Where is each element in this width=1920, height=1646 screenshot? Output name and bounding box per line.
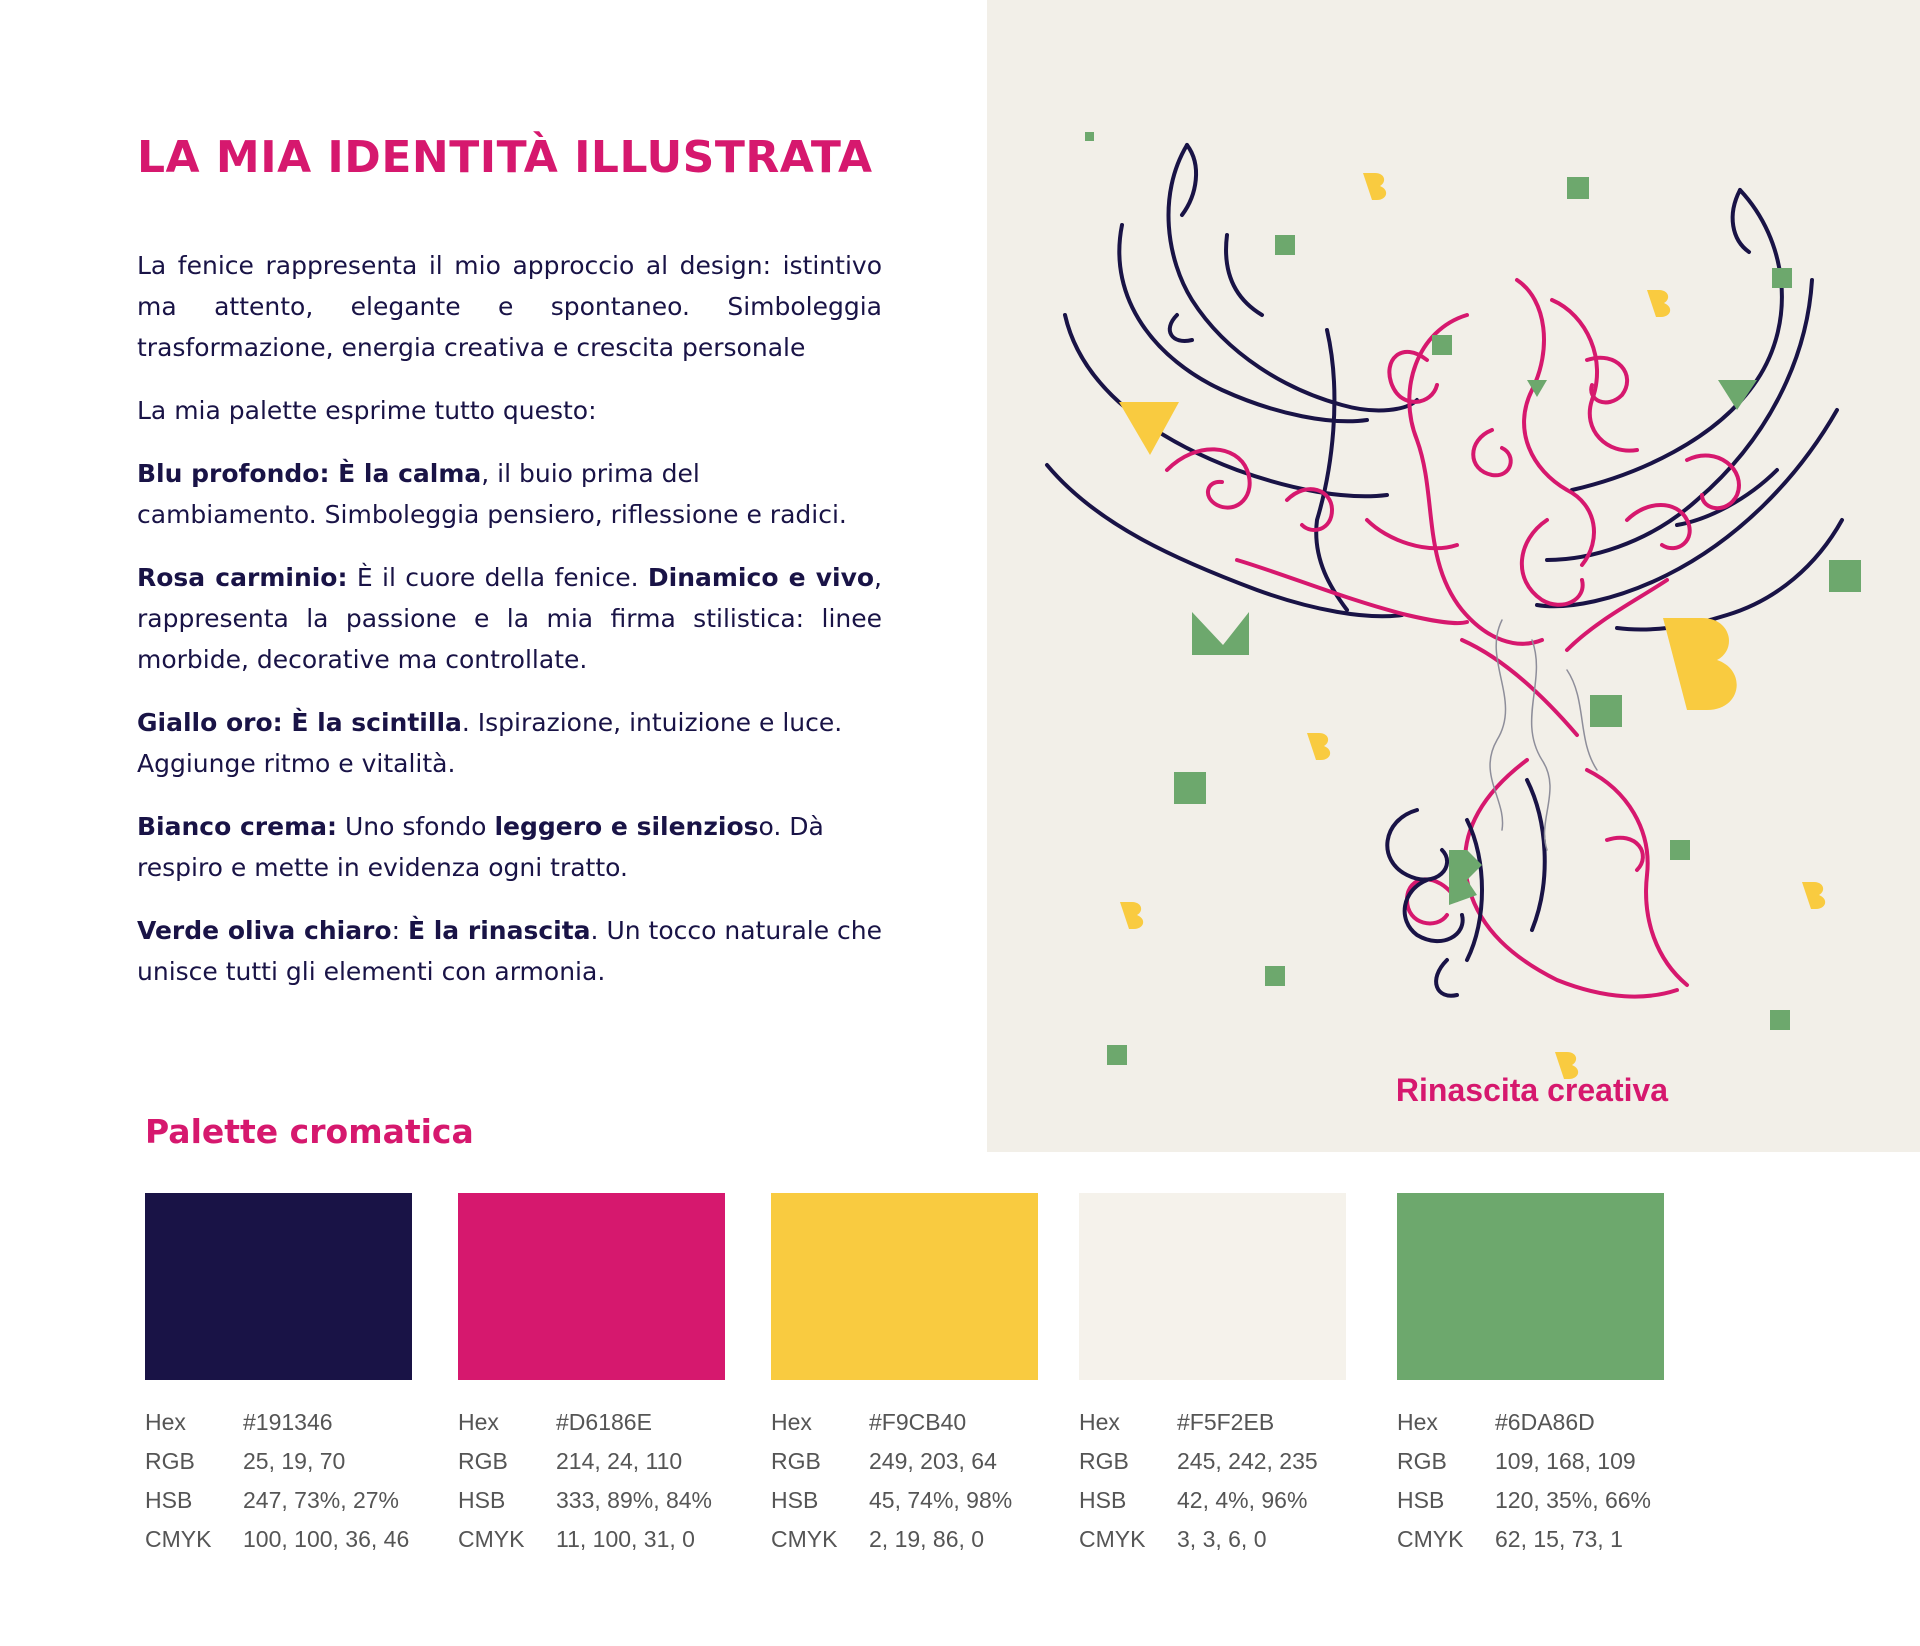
- swatch-value-rgb: 25, 19, 70: [243, 1448, 346, 1474]
- swatch-row-hex: [1079, 1403, 1349, 1442]
- swatch-row-hex: [771, 1403, 1041, 1442]
- swatch-info: [458, 1403, 728, 1559]
- confetti-square: [1829, 560, 1861, 592]
- swatch-row-cmyk: [771, 1520, 1041, 1559]
- swatch-value-hex: #F9CB40: [869, 1409, 967, 1435]
- swatch-info: [771, 1403, 1041, 1559]
- confetti-square: [1772, 268, 1792, 288]
- confetti-square: [1085, 132, 1094, 141]
- swatch-label-hex: Hex: [771, 1409, 812, 1435]
- swatch-label-rgb: RGB: [1397, 1448, 1447, 1474]
- confetti-b-shape: [1647, 290, 1670, 317]
- color-desc-rosa-text: È il cuore della fenice.: [347, 563, 648, 592]
- swatch-row-rgb: [458, 1442, 728, 1481]
- swatch-label-hex: Hex: [145, 1409, 186, 1435]
- color-desc-verde-text2: . Un tocco naturale che unisce tutti gli elementi con armonia.: [137, 916, 883, 986]
- swatch-value-cmyk: 11, 100, 31, 0: [556, 1526, 695, 1552]
- confetti-b-shape: [1363, 173, 1386, 200]
- intro-palette-lead: La mia palette esprime tutto questo:: [137, 396, 597, 425]
- swatch-row-hex: [458, 1403, 728, 1442]
- confetti-square: [1275, 235, 1295, 255]
- swatch-2: [458, 1193, 728, 1559]
- confetti-m-shape: [1192, 612, 1249, 655]
- color-desc-verde: [137, 910, 882, 992]
- swatch-label-cmyk: CMYK: [771, 1526, 838, 1552]
- swatch-value-hsb: 247, 73%, 27%: [243, 1487, 400, 1513]
- swatch-value-hsb: 42, 4%, 96%: [1177, 1487, 1308, 1513]
- confetti-b-shape: [1307, 733, 1330, 760]
- swatch-row-hsb: [771, 1481, 1041, 1520]
- color-desc-blu: [137, 453, 882, 535]
- swatch-label-hsb: HSB: [458, 1487, 506, 1513]
- confetti-square: [1174, 772, 1206, 804]
- color-desc-verde-text: :: [391, 916, 408, 945]
- confetti-b-shape: [1663, 618, 1737, 710]
- swatch-row-hsb: [145, 1481, 415, 1520]
- palette-title: Palette cromatica: [145, 1112, 474, 1151]
- swatch-value-cmyk: 3, 3, 6, 0: [1177, 1526, 1267, 1552]
- swatch-3: [771, 1193, 1041, 1559]
- confetti-square: [1770, 1010, 1790, 1030]
- swatch-info: [1079, 1403, 1349, 1559]
- color-desc-rosa-text2: , rappresenta la passione e la mia firma stilistica: linee morbide, decorative ma controllate.: [137, 563, 882, 674]
- swatch-row-hsb: [458, 1481, 728, 1520]
- color-desc-giallo-text: . Ispirazione, intuizione e luce. Aggiunge ritmo e vitalità.: [137, 708, 843, 778]
- swatch-row-rgb: [1397, 1442, 1667, 1481]
- swatch-value-cmyk: 100, 100, 36, 46: [243, 1526, 410, 1552]
- phoenix-artwork-panel: [987, 0, 1920, 1152]
- color-desc-rosa-label: Rosa carminio:: [137, 563, 348, 592]
- color-desc-rosa: [137, 557, 882, 680]
- swatch-row-hex: [145, 1403, 415, 1442]
- confetti-square: [1107, 1045, 1127, 1065]
- swatch-value-hsb: 120, 35%, 66%: [1495, 1487, 1652, 1513]
- swatch-value-cmyk: 2, 19, 86, 0: [869, 1526, 985, 1552]
- swatch-label-rgb: RGB: [458, 1448, 508, 1474]
- swatch-row-hex: [1397, 1403, 1667, 1442]
- swatch-value-hex: #D6186E: [556, 1409, 652, 1435]
- swatch-info: [1397, 1403, 1667, 1559]
- phoenix-illustration: [987, 0, 1920, 1152]
- confetti-triangle: [1119, 402, 1179, 455]
- confetti-square: [1432, 335, 1452, 355]
- confetti-square: [1567, 177, 1589, 199]
- swatch-value-cmyk: 62, 15, 73, 1: [1495, 1526, 1623, 1552]
- color-desc-giallo-label: Giallo oro: È la scintilla: [137, 708, 462, 737]
- swatch-value-hsb: 333, 89%, 84%: [556, 1487, 713, 1513]
- swatch-label-hex: Hex: [1079, 1409, 1120, 1435]
- confetti-b-shape: [1120, 902, 1143, 929]
- color-desc-giallo: [137, 702, 882, 784]
- swatch-label-hsb: HSB: [145, 1487, 193, 1513]
- page-title: LA MIA IDENTITÀ ILLUSTRATA: [137, 132, 873, 183]
- color-desc-bianco-text: Uno sfondo: [337, 812, 495, 841]
- swatch-color-box: [458, 1193, 725, 1380]
- swatch-value-hex: #F5F2EB: [1177, 1409, 1275, 1435]
- swatch-color-box: [145, 1193, 412, 1380]
- intro-text: [137, 245, 882, 1014]
- confetti-square: [1590, 695, 1622, 727]
- swatch-value-rgb: 245, 242, 235: [1177, 1448, 1318, 1474]
- color-desc-rosa-emphasis: Dinamico e vivo: [647, 563, 875, 592]
- swatch-row-hsb: [1079, 1481, 1349, 1520]
- swatch-value-hex: #191346: [243, 1409, 333, 1435]
- swatch-row-hsb: [1397, 1481, 1667, 1520]
- swatch-info: [145, 1403, 415, 1559]
- swatch-row-cmyk: [1079, 1520, 1349, 1559]
- swatch-value-hex: #6DA86D: [1495, 1409, 1595, 1435]
- swatch-4: [1079, 1193, 1349, 1559]
- confetti-b-shape: [1802, 882, 1825, 909]
- swatch-label-rgb: RGB: [145, 1448, 195, 1474]
- color-desc-verde-label: Verde oliva chiaro: [137, 916, 392, 945]
- confetti-b-shape: [1449, 850, 1482, 905]
- swatch-label-cmyk: CMYK: [145, 1526, 212, 1552]
- swatch-label-hsb: HSB: [1079, 1487, 1127, 1513]
- swatch-value-rgb: 214, 24, 110: [556, 1448, 683, 1474]
- swatch-label-hex: Hex: [458, 1409, 499, 1435]
- color-desc-blu-text: , il buio prima del cambiamento. Simboleggia pensiero, riflessione e radici.: [137, 459, 847, 529]
- swatch-row-cmyk: [145, 1520, 415, 1559]
- phoenix-left-wing: [1047, 145, 1417, 616]
- confetti-green: [1085, 132, 1861, 1065]
- swatch-1: [145, 1193, 415, 1559]
- swatch-color-box: [771, 1193, 1038, 1380]
- swatch-label-hsb: HSB: [771, 1487, 819, 1513]
- swatch-label-hsb: HSB: [1397, 1487, 1445, 1513]
- swatch-5: [1397, 1193, 1667, 1559]
- swatch-label-rgb: RGB: [771, 1448, 821, 1474]
- swatch-value-hsb: 45, 74%, 98%: [869, 1487, 1013, 1513]
- swatch-row-rgb: [145, 1442, 415, 1481]
- color-desc-bianco-label: Bianco crema:: [137, 812, 338, 841]
- swatch-color-box: [1397, 1193, 1664, 1380]
- swatch-label-cmyk: CMYK: [458, 1526, 525, 1552]
- swatch-row-rgb: [771, 1442, 1041, 1481]
- swatch-row-cmyk: [1397, 1520, 1667, 1559]
- color-desc-bianco-emphasis: leggero e silenzios: [494, 812, 759, 841]
- confetti-square: [1670, 840, 1690, 860]
- swatch-row-rgb: [1079, 1442, 1349, 1481]
- swatch-label-hex: Hex: [1397, 1409, 1438, 1435]
- color-desc-verde-emphasis: È la rinascita: [407, 916, 591, 945]
- color-desc-bianco: [137, 806, 882, 888]
- artwork-caption: Rinascita creativa: [1395, 1072, 1669, 1108]
- swatch-label-cmyk: CMYK: [1079, 1526, 1146, 1552]
- swatch-label-cmyk: CMYK: [1397, 1526, 1464, 1552]
- swatch-label-rgb: RGB: [1079, 1448, 1129, 1474]
- confetti-triangle: [1718, 380, 1757, 410]
- phoenix-smoke: [1490, 620, 1597, 850]
- color-desc-blu-label: Blu profondo: È la calma: [137, 459, 482, 488]
- color-desc-bianco-text2: o. Dà respiro e mette in evidenza ogni tratto.: [137, 812, 824, 882]
- intro-paragraph: La fenice rappresenta il mio approccio al design: istintivo ma attento, elegante e spontaneo. Simboleggia trasformazione, energia creativa e crescita personale: [137, 251, 882, 362]
- swatch-row-cmyk: [458, 1520, 728, 1559]
- swatch-value-rgb: 249, 203, 64: [869, 1448, 997, 1474]
- swatch-color-box: [1079, 1193, 1346, 1380]
- swatch-value-rgb: 109, 168, 109: [1495, 1448, 1636, 1474]
- confetti-square: [1265, 966, 1285, 986]
